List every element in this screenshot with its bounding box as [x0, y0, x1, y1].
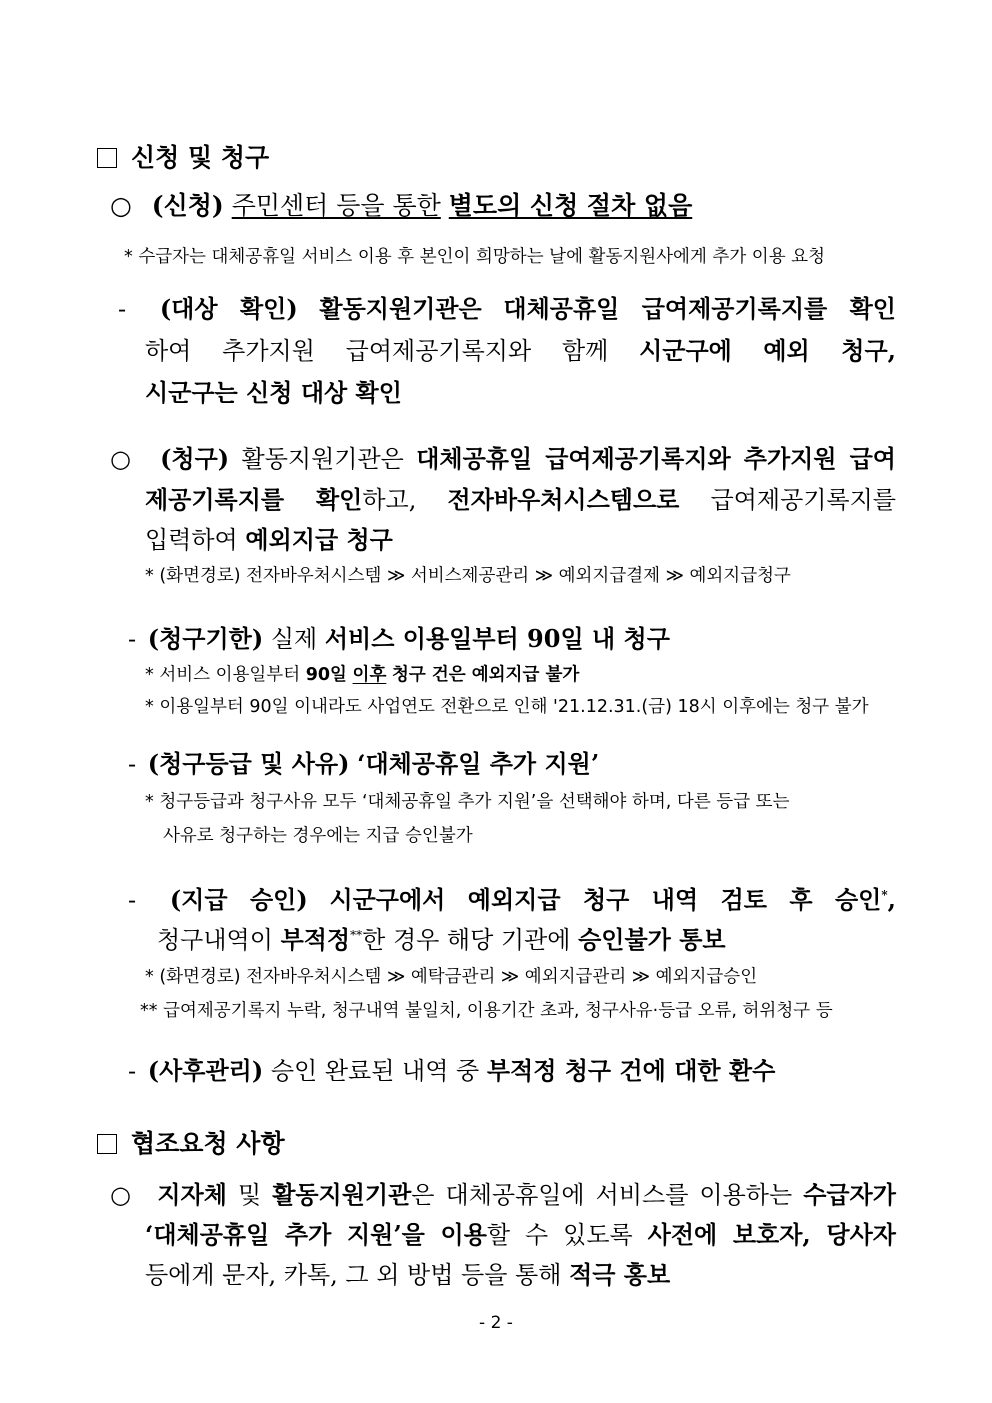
approve-text-4: 한 경우 해당 기관에	[362, 926, 571, 954]
after-text-1: 승인 완료된 내역 중	[270, 1057, 480, 1085]
grade-note-1: * 청구등급과 청구사유 모두 ‘대체공휴일 추가 지원’을 선택해야 하며, 다른 등급 또는	[145, 792, 790, 812]
section-heading-cooperation	[97, 1124, 285, 1160]
page-number: - 2 -	[479, 1313, 513, 1333]
section-heading-apply-claim	[97, 138, 269, 174]
apply-plain-text: 주민센터 등을 통한	[231, 191, 441, 220]
checkbox-square-icon	[97, 1134, 117, 1154]
approve-line-1	[128, 880, 896, 915]
claim-text-4: 하고,	[362, 486, 417, 514]
claim-text-5: 전자바우처시스템으로	[447, 485, 680, 514]
claim-line-1	[110, 439, 896, 474]
apply-note: * 수급자는 대체공휴일 서비스 이용 후 본인이 희망하는 날에 활동지원사에게 추가 이용 요청	[124, 247, 825, 267]
circle-bullet-icon: ○	[110, 1180, 135, 1209]
claim-text-8: 예외지급 청구	[245, 525, 393, 554]
apply-line	[110, 186, 692, 222]
deadline-text-2: 서비스 이용일부터 90일 내 청구	[324, 624, 670, 653]
target-text-2: 대체공휴일 급여제공기록지를 확인	[503, 294, 896, 323]
after-line	[128, 1051, 775, 1086]
approve-line-2	[157, 920, 726, 955]
claim-line-2	[145, 480, 896, 515]
grade-line	[128, 744, 599, 779]
dash-bullet: -	[128, 886, 137, 914]
coop-text-4: 은 대체공휴일에 서비스를 이용하는	[411, 1181, 793, 1209]
approve-text-3: 부적정	[280, 925, 351, 954]
circle-bullet-icon: ○	[110, 191, 132, 220]
claim-label: (청구)	[160, 444, 230, 473]
claim-text-1: 활동지원기관은	[241, 445, 404, 473]
deadline-note-1c: 이후	[352, 665, 387, 685]
section-title: 협조요청 사항	[131, 1129, 285, 1158]
deadline-note-1a: * 서비스 이용일부터	[145, 665, 301, 685]
coop-text-2: 및	[237, 1181, 262, 1209]
dash-bullet: -	[128, 625, 137, 653]
claim-note: * (화면경로) 전자바우처시스템 ≫ 서비스제공관리 ≫ 예외지급결제 ≫ 예외지급청구	[145, 566, 791, 586]
approve-text-2: 청구내역이	[157, 926, 273, 954]
target-line-2	[145, 331, 896, 366]
target-text-5: 시군구는 신청 대상 확인	[145, 378, 402, 407]
target-line-1	[118, 289, 896, 324]
approve-text-1-main: 시군구에서 예외지급 청구 내역 검토 후 승인	[329, 885, 882, 914]
checkbox-square-icon	[97, 148, 117, 168]
grade-text-1: ‘대체공휴일 추가 지원’	[357, 749, 600, 778]
coop-text-3: 활동지원기관	[272, 1180, 412, 1209]
claim-text-3: 제공기록지를 확인	[145, 485, 363, 514]
target-text-4: 시군구에 예외 청구,	[639, 336, 896, 365]
apply-label: (신청)	[151, 191, 224, 220]
target-text-1: 활동지원기관은	[319, 294, 482, 323]
coop-text-8: 사전에 보호자, 당사자	[647, 1220, 896, 1249]
circle-bullet-icon: ○	[110, 445, 136, 473]
coop-text-6: ‘대체공휴일 추가 지원’을 이용	[145, 1220, 487, 1249]
footnote-mark: *	[881, 888, 888, 902]
approve-label: (지급 승인)	[169, 885, 308, 914]
coop-text-1: 지자체	[157, 1180, 227, 1209]
coop-line-2	[145, 1215, 896, 1250]
claim-line-3	[145, 520, 393, 555]
dash-bullet: -	[118, 295, 127, 323]
footnote-mark: **	[350, 928, 363, 942]
apply-bold-text: 별도의 신청 절차 없음	[448, 191, 693, 220]
coop-text-10: 적극 홍보	[569, 1260, 671, 1289]
grade-note-2: 사유로 청구하는 경우에는 지급 승인불가	[163, 826, 473, 846]
dash-bullet: -	[128, 1057, 137, 1085]
deadline-note-1d: 청구 건은 예외지급 불가	[391, 665, 580, 685]
dash-bullet: -	[128, 750, 137, 778]
grade-label: (청구등급 및 사유)	[147, 749, 350, 778]
coop-text-5: 수급자가	[803, 1180, 896, 1209]
claim-text-2: 대체공휴일 급여제공기록지와 추가지원 급여	[416, 444, 896, 473]
approve-note-1: * (화면경로) 전자바우처시스템 ≫ 예탁금관리 ≫ 예외지급관리 ≫ 예외지급승인	[145, 967, 758, 987]
deadline-note-1	[145, 661, 579, 686]
approve-note-2: ** 급여제공기록지 누락, 청구내역 불일치, 이용기간 초과, 청구사유·등급 오류, 허위청구 등	[140, 1001, 833, 1021]
approve-text-5: 승인불가 통보	[578, 925, 726, 954]
claim-text-6: 급여제공기록지를	[710, 486, 896, 514]
after-label: (사후관리)	[147, 1056, 264, 1085]
coop-text-9: 등에게 문자, 카톡, 그 외 방법 등을 통해	[145, 1261, 562, 1289]
deadline-line	[128, 619, 670, 654]
section-title: 신청 및 청구	[131, 143, 270, 172]
coop-text-7: 할 수 있도록	[486, 1221, 633, 1249]
target-text-3: 하여 추가지원 급여제공기록지와 함께	[145, 337, 609, 365]
approve-text-1	[329, 885, 896, 914]
target-label: (대상 확인)	[159, 294, 298, 323]
claim-text-7: 입력하여	[145, 526, 238, 554]
deadline-text-1: 실제	[270, 625, 318, 653]
deadline-note-1b: 90일	[305, 665, 347, 685]
approve-comma: ,	[887, 885, 896, 914]
coop-line-1	[110, 1175, 896, 1210]
after-text-2: 부적정 청구 건에 대한 환수	[486, 1056, 776, 1085]
deadline-note-2: * 이용일부터 90일 이내라도 사업연도 전환으로 인해 '21.12.31.(금) 18시 이후에는 청구 불가	[145, 697, 869, 717]
deadline-label: (청구기한)	[147, 624, 264, 653]
coop-line-3	[145, 1255, 670, 1290]
